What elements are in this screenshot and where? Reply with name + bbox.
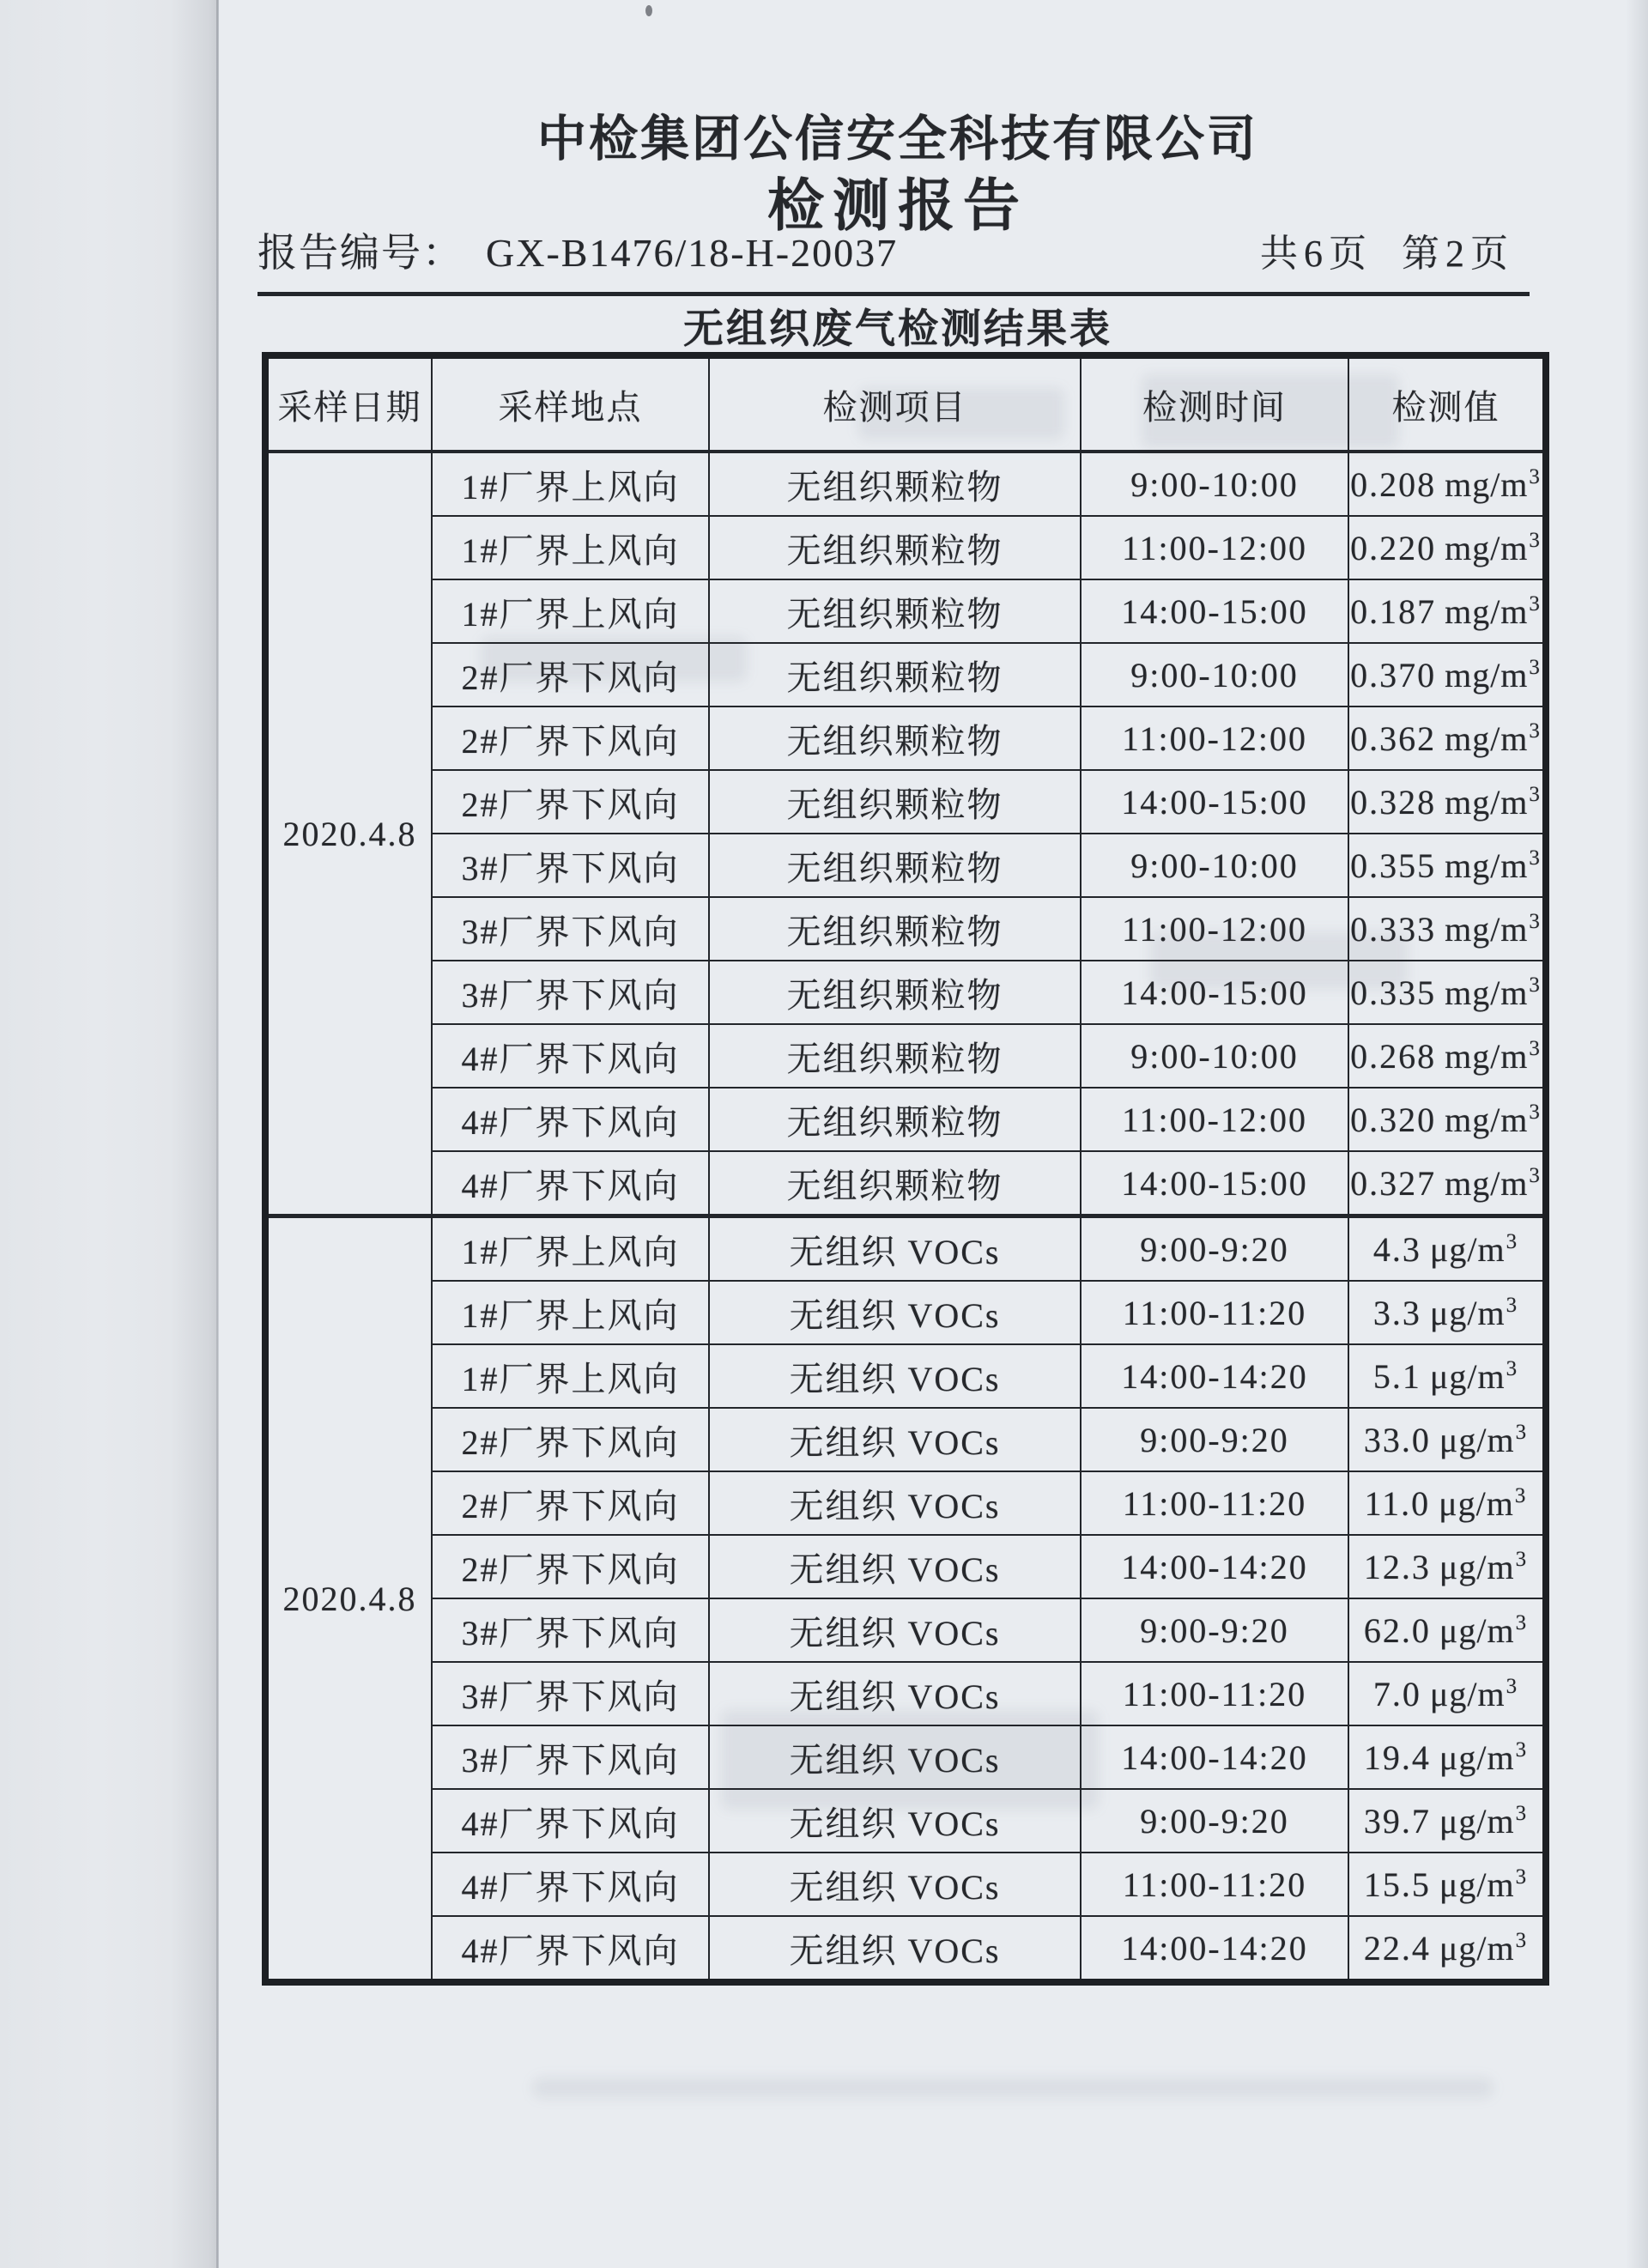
value-number: 5.1 — [1372, 1356, 1421, 1396]
value-unit-exponent: 3 — [1515, 1802, 1529, 1826]
value-unit: μg/m — [1429, 1293, 1506, 1332]
sampling-date-cell: 2020.4.8 — [265, 1216, 432, 1983]
location-cell: 3#厂界下风向 — [432, 897, 709, 961]
table-row — [265, 1853, 1546, 1916]
value-cell — [1348, 1216, 1546, 1282]
table-row — [265, 1088, 1546, 1151]
value-number: 0.187 — [1350, 591, 1437, 631]
value-unit-exponent: 3 — [1515, 1865, 1529, 1889]
table-row — [265, 452, 1546, 516]
location-cell: 2#厂界下风向 — [432, 643, 709, 706]
value-unit: mg/m — [1445, 846, 1529, 885]
item-cell: 无组织颗粒物 — [709, 452, 1081, 516]
table-row — [265, 1725, 1546, 1789]
value-unit-exponent: 3 — [1515, 1421, 1529, 1445]
value-number: 0.327 — [1350, 1163, 1437, 1203]
value-unit-exponent: 3 — [1515, 1548, 1529, 1572]
value-unit-exponent: 3 — [1529, 1164, 1542, 1188]
location-cell: 3#厂界下风向 — [432, 1725, 709, 1789]
value-unit: μg/m — [1429, 1229, 1506, 1269]
value-unit: μg/m — [1439, 1928, 1515, 1968]
location-cell: 2#厂界下风向 — [432, 706, 709, 770]
table-row — [265, 770, 1546, 834]
value-unit-exponent: 3 — [1515, 1611, 1529, 1635]
item-cell: 无组织 VOCs — [709, 1408, 1081, 1471]
table-row — [265, 1281, 1546, 1344]
results-table — [262, 352, 1549, 1986]
value-cell — [1348, 1725, 1546, 1789]
item-cell: 无组织颗粒物 — [709, 961, 1081, 1024]
value-number: 3.3 — [1372, 1293, 1421, 1332]
table-row — [265, 1598, 1546, 1662]
location-cell: 1#厂界上风向 — [432, 579, 709, 643]
value-unit: mg/m — [1445, 591, 1529, 631]
value-cell — [1348, 1853, 1546, 1916]
value-number: 0.333 — [1350, 909, 1437, 949]
scan-speck — [645, 5, 652, 16]
value-cell — [1348, 516, 1546, 579]
time-cell: 14:00-15:00 — [1081, 1151, 1348, 1216]
time-cell: 11:00-12:00 — [1081, 706, 1348, 770]
item-cell: 无组织颗粒物 — [709, 834, 1081, 897]
item-cell: 无组织颗粒物 — [709, 579, 1081, 643]
location-cell: 1#厂界上风向 — [432, 516, 709, 579]
item-cell: 无组织 VOCs — [709, 1471, 1081, 1535]
value-unit: mg/m — [1445, 528, 1529, 567]
value-cell — [1348, 1344, 1546, 1408]
time-cell: 9:00-9:20 — [1081, 1598, 1348, 1662]
value-cell — [1348, 1598, 1546, 1662]
item-cell: 无组织 VOCs — [709, 1598, 1081, 1662]
time-cell: 9:00-10:00 — [1081, 1024, 1348, 1088]
value-number: 0.362 — [1350, 719, 1437, 758]
table-row — [265, 1789, 1546, 1853]
value-number: 4.3 — [1372, 1229, 1421, 1269]
value-unit-exponent: 3 — [1529, 973, 1542, 998]
value-number: 12.3 — [1363, 1547, 1431, 1586]
value-number: 0.328 — [1350, 782, 1437, 822]
value-unit: mg/m — [1445, 909, 1529, 949]
location-cell: 4#厂界下风向 — [432, 1151, 709, 1216]
value-number: 0.335 — [1350, 973, 1437, 1012]
value-unit-exponent: 3 — [1529, 783, 1542, 807]
time-cell: 9:00-10:00 — [1081, 452, 1348, 516]
location-cell: 1#厂界上风向 — [432, 452, 709, 516]
time-cell: 11:00-11:20 — [1081, 1281, 1348, 1344]
value-number: 11.0 — [1364, 1483, 1431, 1523]
table-header — [265, 355, 1546, 452]
value-cell — [1348, 1408, 1546, 1471]
value-cell — [1348, 770, 1546, 834]
table-title: 无组织废气检测结果表 — [683, 307, 1112, 352]
time-cell: 14:00-14:20 — [1081, 1725, 1348, 1789]
value-cell — [1348, 579, 1546, 643]
value-number: 22.4 — [1363, 1928, 1431, 1968]
value-unit-exponent: 3 — [1529, 592, 1542, 616]
value-unit: μg/m — [1439, 1610, 1515, 1650]
value-cell — [1348, 1471, 1546, 1535]
value-unit-exponent: 3 — [1529, 846, 1542, 870]
time-cell: 11:00-12:00 — [1081, 1088, 1348, 1151]
value-unit: mg/m — [1445, 655, 1529, 694]
table-row — [265, 643, 1546, 706]
time-cell: 9:00-9:20 — [1081, 1408, 1348, 1471]
value-unit-exponent: 3 — [1506, 1357, 1519, 1381]
item-cell: 无组织颗粒物 — [709, 643, 1081, 706]
table-row — [265, 516, 1546, 579]
location-cell: 3#厂界下风向 — [432, 834, 709, 897]
item-cell: 无组织 VOCs — [709, 1535, 1081, 1598]
table-row — [265, 1916, 1546, 1982]
value-cell — [1348, 452, 1546, 516]
report-number-line — [258, 221, 898, 278]
value-unit: μg/m — [1429, 1674, 1506, 1713]
sampling-date-cell: 2020.4.8 — [265, 452, 432, 1216]
value-unit: mg/m — [1445, 782, 1529, 822]
scan-right-shadow — [1626, 0, 1648, 2268]
item-cell: 无组织颗粒物 — [709, 706, 1081, 770]
location-cell: 1#厂界上风向 — [432, 1344, 709, 1408]
report-number-label: 报告编号： — [258, 231, 464, 275]
value-unit: μg/m — [1439, 1865, 1515, 1904]
value-cell — [1348, 1151, 1546, 1216]
location-cell: 4#厂界下风向 — [432, 1916, 709, 1982]
value-unit-exponent: 3 — [1515, 1929, 1529, 1953]
table-row — [265, 897, 1546, 961]
value-number: 19.4 — [1363, 1737, 1431, 1777]
item-cell: 无组织 VOCs — [709, 1853, 1081, 1916]
value-unit: μg/m — [1439, 1420, 1515, 1459]
location-cell: 3#厂界下风向 — [432, 961, 709, 1024]
page-total: 共6页 — [1260, 233, 1372, 275]
time-cell: 11:00-11:20 — [1081, 1471, 1348, 1535]
table-row — [265, 1024, 1546, 1088]
table-row — [265, 706, 1546, 770]
company-name: 中检集团公信安全科技有限公司 — [537, 112, 1258, 167]
time-cell: 9:00-9:20 — [1081, 1789, 1348, 1853]
value-number: 0.220 — [1350, 528, 1437, 567]
value-number: 7.0 — [1372, 1674, 1421, 1713]
column-header: 检测时间 — [1081, 355, 1348, 452]
time-cell: 14:00-14:20 — [1081, 1535, 1348, 1598]
value-unit-exponent: 3 — [1506, 1675, 1519, 1699]
value-unit: μg/m — [1439, 1737, 1515, 1777]
time-cell: 14:00-14:20 — [1081, 1916, 1348, 1982]
table-row — [265, 1535, 1546, 1598]
table-row — [265, 579, 1546, 643]
value-unit-exponent: 3 — [1529, 1101, 1542, 1125]
value-unit-exponent: 3 — [1529, 910, 1542, 934]
value-unit-exponent: 3 — [1515, 1738, 1529, 1762]
location-cell: 1#厂界上风向 — [432, 1216, 709, 1282]
value-number: 62.0 — [1363, 1610, 1431, 1650]
column-header: 采样日期 — [265, 355, 432, 452]
value-unit-exponent: 3 — [1529, 1037, 1542, 1061]
location-cell: 4#厂界下风向 — [432, 1853, 709, 1916]
value-cell — [1348, 834, 1546, 897]
item-cell: 无组织 VOCs — [709, 1344, 1081, 1408]
value-cell — [1348, 1024, 1546, 1088]
location-cell: 2#厂界下风向 — [432, 770, 709, 834]
table-row — [265, 1216, 1546, 1282]
bleed-through-smudge — [532, 2077, 1494, 2098]
page-fold-line — [216, 0, 219, 2268]
item-cell: 无组织 VOCs — [709, 1725, 1081, 1789]
location-cell: 2#厂界下风向 — [432, 1535, 709, 1598]
item-cell: 无组织颗粒物 — [709, 897, 1081, 961]
location-cell: 1#厂界上风向 — [432, 1281, 709, 1344]
location-cell: 2#厂界下风向 — [432, 1408, 709, 1471]
value-cell — [1348, 1662, 1546, 1725]
item-cell: 无组织颗粒物 — [709, 1024, 1081, 1088]
page-current: 第2页 — [1402, 233, 1514, 275]
item-cell: 无组织 VOCs — [709, 1916, 1081, 1982]
location-cell: 2#厂界下风向 — [432, 1471, 709, 1535]
table-row — [265, 1408, 1546, 1471]
item-cell: 无组织 VOCs — [709, 1216, 1081, 1282]
value-number: 39.7 — [1363, 1801, 1431, 1840]
time-cell: 14:00-15:00 — [1081, 770, 1348, 834]
value-cell — [1348, 1916, 1546, 1982]
value-unit: mg/m — [1445, 973, 1529, 1012]
time-cell: 11:00-11:20 — [1081, 1662, 1348, 1725]
table-row — [265, 961, 1546, 1024]
table-body — [265, 452, 1546, 1982]
report-header-row — [258, 221, 1530, 296]
time-cell: 11:00-12:00 — [1081, 516, 1348, 579]
value-cell — [1348, 897, 1546, 961]
value-unit: mg/m — [1445, 1163, 1529, 1203]
value-unit: μg/m — [1439, 1547, 1515, 1586]
value-cell — [1348, 961, 1546, 1024]
location-cell: 3#厂界下风向 — [432, 1662, 709, 1725]
table-row — [265, 834, 1546, 897]
time-cell: 14:00-15:00 — [1081, 961, 1348, 1024]
value-unit: mg/m — [1445, 1036, 1529, 1076]
column-header: 采样地点 — [432, 355, 709, 452]
item-cell: 无组织 VOCs — [709, 1789, 1081, 1853]
value-number: 0.370 — [1350, 655, 1437, 694]
time-cell: 9:00-10:00 — [1081, 834, 1348, 897]
value-unit: mg/m — [1445, 719, 1529, 758]
time-cell: 14:00-14:20 — [1081, 1344, 1348, 1408]
table-row — [265, 1662, 1546, 1725]
time-cell: 9:00-9:20 — [1081, 1216, 1348, 1282]
value-unit: μg/m — [1439, 1801, 1515, 1840]
table-row — [265, 1151, 1546, 1216]
value-unit-exponent: 3 — [1514, 1484, 1528, 1508]
value-cell — [1348, 706, 1546, 770]
value-number: 33.0 — [1363, 1420, 1431, 1459]
location-cell: 3#厂界下风向 — [432, 1598, 709, 1662]
time-cell: 9:00-10:00 — [1081, 643, 1348, 706]
value-unit-exponent: 3 — [1529, 656, 1542, 680]
value-cell — [1348, 643, 1546, 706]
item-cell: 无组织 VOCs — [709, 1662, 1081, 1725]
time-cell: 11:00-11:20 — [1081, 1853, 1348, 1916]
scan-page-edge — [0, 0, 218, 2268]
time-cell: 11:00-12:00 — [1081, 897, 1348, 961]
item-cell: 无组织颗粒物 — [709, 516, 1081, 579]
page-count-info — [1260, 222, 1530, 277]
table-header-row — [265, 355, 1546, 452]
value-unit: μg/m — [1439, 1483, 1514, 1523]
table-row — [265, 1344, 1546, 1408]
time-cell: 14:00-15:00 — [1081, 579, 1348, 643]
value-number: 15.5 — [1363, 1865, 1431, 1904]
value-unit: mg/m — [1445, 1100, 1529, 1139]
item-cell: 无组织颗粒物 — [709, 1088, 1081, 1151]
value-unit-exponent: 3 — [1529, 465, 1542, 489]
value-cell — [1348, 1281, 1546, 1344]
value-cell — [1348, 1088, 1546, 1151]
value-number: 0.355 — [1350, 846, 1437, 885]
value-unit: μg/m — [1429, 1356, 1506, 1396]
value-unit-exponent: 3 — [1529, 719, 1542, 743]
value-unit: mg/m — [1445, 464, 1529, 504]
column-header: 检测值 — [1348, 355, 1546, 452]
item-cell: 无组织颗粒物 — [709, 770, 1081, 834]
value-unit-exponent: 3 — [1506, 1294, 1519, 1318]
value-number: 0.208 — [1350, 464, 1437, 504]
value-unit-exponent: 3 — [1506, 1230, 1519, 1254]
document-title: 检测报告 — [767, 175, 1028, 238]
value-number: 0.268 — [1350, 1036, 1437, 1076]
location-cell: 4#厂界下风向 — [432, 1024, 709, 1088]
location-cell: 4#厂界下风向 — [432, 1789, 709, 1853]
item-cell: 无组织 VOCs — [709, 1281, 1081, 1344]
table-row — [265, 1471, 1546, 1535]
value-cell — [1348, 1535, 1546, 1598]
value-unit-exponent: 3 — [1529, 529, 1542, 553]
item-cell: 无组织颗粒物 — [709, 1151, 1081, 1216]
column-header: 检测项目 — [709, 355, 1081, 452]
report-number-value: GX-B1476/18-H-20037 — [486, 231, 899, 275]
value-cell — [1348, 1789, 1546, 1853]
value-number: 0.320 — [1350, 1100, 1437, 1139]
location-cell: 4#厂界下风向 — [432, 1088, 709, 1151]
